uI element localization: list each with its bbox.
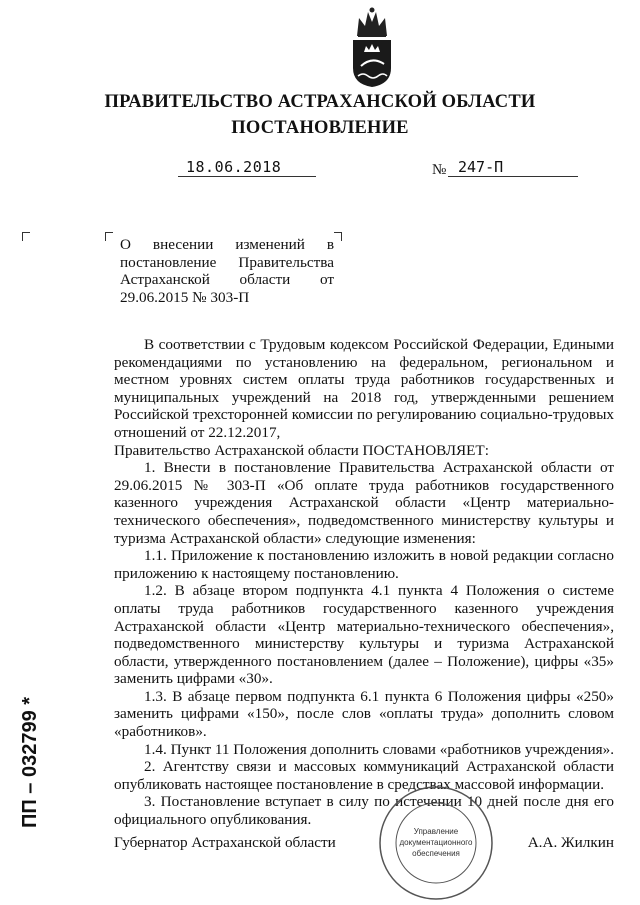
subject-line: Астраханской области от <box>120 271 334 288</box>
body-paragraph: 1.1. Приложение к постановлению изложить в новой редакции согласно приложению к настоящему постановлению. <box>114 547 614 582</box>
document-number: 247-П <box>448 158 578 177</box>
body-paragraph: 1.2. В абзаце втором подпункта 4.1 пункта 4 Положения о системе оплаты труда работников государственного казенного учреждения Астраханской области «Центр материально-технического обеспечения», подведомственного министерству культуры и туризма Астраханской области, утвержденного постановлением (далее – Положение), цифры «35» заменить цифрами «30». <box>114 582 614 688</box>
stamp-line: документационного <box>399 838 473 847</box>
subject-line: постановление Правительства <box>120 253 334 271</box>
body-paragraph: 2. Агентству связи и массовых коммуникаций Астраханской области опубликовать настоящее постановление в средствах массовой информации. <box>114 758 614 793</box>
subject-line: О внесении изменений в <box>120 236 334 253</box>
subject-line: 29.06.2015 № 303-П <box>120 288 250 306</box>
side-registration-code <box>8 690 48 830</box>
body-paragraph: 3. Постановление вступает в силу по истечении 10 дней после дня его официального опубликования. <box>114 793 614 829</box>
stamp-line: обеспечения <box>412 849 460 858</box>
body-paragraph: 1.4. Пункт 11 Положения дополнить словами «работников учреждения». <box>144 740 614 758</box>
bracket-corner <box>334 232 342 241</box>
coat-of-arms-emblem <box>349 6 395 88</box>
body-paragraph: В соответствии с Трудовым кодексом Российской Федерации, Едиными рекомендациями по установлению на федеральном, региональном и местном уровнях систем оплаты труда работников государственных и муниципальных учреждений на 2018 год, утвержденными решением Российской трехсторонней комиссии по регулированию социально-трудовых отношений от 22.12.2017, <box>114 336 614 441</box>
document-subject <box>120 236 334 306</box>
government-title: ПРАВИТЕЛЬСТВО АСТРАХАНСКОЙ ОБЛАСТИ <box>104 92 536 112</box>
signatory-position: Губернатор Астраханской области <box>114 834 336 851</box>
stamp-line: Управление <box>413 827 459 836</box>
signatory-name: А.А. Жилкин <box>527 834 614 851</box>
signature-block <box>114 834 614 852</box>
bracket-corner <box>22 232 30 241</box>
official-stamp <box>372 784 500 902</box>
document-body <box>114 336 614 829</box>
body-paragraph: 1. Внести в постановление Правительства Астраханской области от 29.06.2015 № 303-П «Об оплате труда работников государственного казенного учреждения Астраханской области «Центр материально-технического обеспечения», подведомственного министерству культуры и туризма Астраханской области» следующие изменения: <box>114 459 614 547</box>
side-code-text: ПП – 032799 * <box>19 696 41 828</box>
body-paragraph: Правительство Астраханской области ПОСТАНОВЛЯЕТ: <box>114 441 489 459</box>
document-date: 18.06.2018 <box>178 158 316 177</box>
document-type-title: ПОСТАНОВЛЕНИЕ <box>231 118 409 138</box>
bracket-corner <box>105 232 113 241</box>
number-label: № <box>432 162 447 178</box>
body-paragraph: 1.3. В абзаце первом подпункта 6.1 пункта 6 Положения цифры «250» заменить цифрами «150», после слов «оплаты труда» дополнить словом «работников». <box>114 687 614 741</box>
